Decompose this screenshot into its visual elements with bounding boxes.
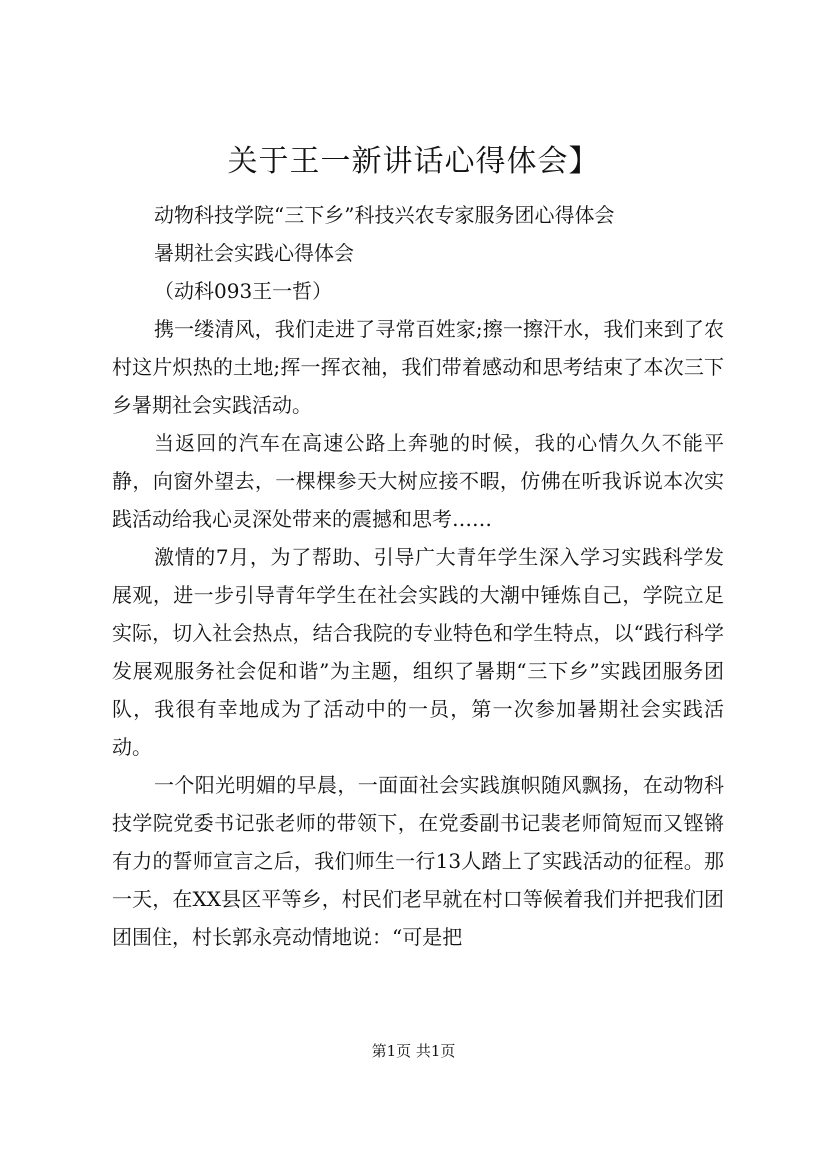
paragraph: 激情的7月，为了帮助、引导广大青年学生深入学习实践科学发展观，进一步引导青年学生在社会实践的大潮中锤炼自己，学院立足实际，切入社会热点，结合我院的专业特色和学生特点，以“践行科学发展观服务社会促和谐”为主题，组织了暑期“三下乡”实践团服务团队，我很有幸地成为了活动中的一员，第一次参加暑期社会实践活动。 (112, 545, 724, 759)
document-body (112, 196, 724, 956)
paragraph: 一个阳光明媚的早晨，一面面社会实践旗帜随风飘扬，在动物科技学院党委书记张老师的带领下，在党委副书记裴老师简短而又铿锵有力的誓师宣言之后，我们师生一行13人踏上了实践活动的征程。那一天，在XX县区平等乡，村民们老早就在村口等候着我们并把我们团团围住，村长郭永亮动情地说：“可是把 (112, 773, 724, 949)
page-number-footer: 第1页 共1页 (371, 1042, 456, 1060)
document-title: 关于王一新讲话心得体会】 (227, 144, 600, 179)
subtitle-line-1: 动物科技学院“三下乡”科技兴农专家服务团心得体会 (154, 203, 615, 227)
subtitle-line-2: 暑期社会实践心得体会 (154, 241, 354, 265)
author-line: （动科093王一哲） (154, 279, 333, 303)
paragraph: 携一缕清风，我们走进了寻常百姓家;擦一擦汗水，我们来到了农村这片炽热的土地;挥一挥衣袖，我们带着感动和思考结束了本次三下乡暑期社会实践活动。 (112, 317, 724, 417)
paragraph: 当返回的汽车在高速公路上奔驰的时候，我的心情久久不能平静，向窗外望去，一棵棵参天大树应接不暇，仿佛在听我诉说本次实践活动给我心灵深处带来的震撼和思考…… (112, 431, 724, 531)
